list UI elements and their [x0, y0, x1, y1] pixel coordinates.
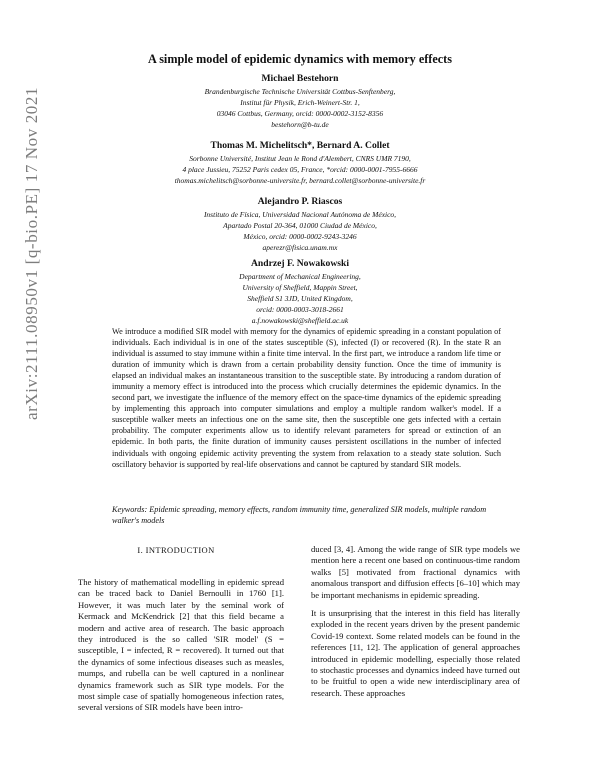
author-email: a.f.nowakowski@sheffield.ac.uk [251, 316, 349, 325]
author-email: bestehorn@b-tu.de [271, 120, 329, 129]
section-heading: I. INTRODUCTION [137, 545, 215, 555]
author-affiliation [0, 271, 600, 326]
affiliation-line: orcid: 0000-0003-3018-2661 [256, 305, 344, 314]
author-name: Thomas M. Michelitsch*, Bernard A. Collet [210, 140, 390, 151]
keywords: Keywords: Epidemic spreading, memory effects, random immunity time, generalized SIR models, multiple random walker's models [112, 505, 487, 525]
paragraph: It is unsurprising that the interest in this field has literally exploded in the recent years driven by the present pandemic Covid-19 context. Some related models can be found in the references [11, 12]. The application of general approaches introduced in epidemic modelling, especially those related to stochastic processes and dynamics indeed have turned out to be fruitful to open a wide new interdisciplinary area of research. These approaches [311, 608, 520, 698]
affiliation-line: 4 place Jussieu, 75252 Paris cedex 05, France, *orcid: 0000-0001-7955-6666 [182, 165, 418, 174]
paper-title: A simple model of epidemic dynamics with memory effects [148, 52, 452, 66]
author-affiliation [0, 209, 600, 253]
paragraph: The history of mathematical modelling in epidemic spread can be traced back to Daniel Bernoulli in 1760 [1]. However, it was much later by the seminal work of Kermack and McKendrick [2] that this field became a modern and active area of research. The basic approach they introduced is the so called 'SIR model' (S = susceptible, I = infected, R = recovered). It turned out that the dynamics of some infectious diseases such as measles, mumps, and rubella can be well captured in a nonlinear dynamics framework such as SIR type models. For the most simple case of spatially homogeneous infection rates, several versions of SIR models have been intro- [78, 577, 284, 713]
affiliation-line: Instituto de Física, Universidad Nacional Autónoma de México, [203, 210, 397, 219]
affiliation-line: 03046 Cottbus, Germany, orcid: 0000-0002-3152-8356 [216, 109, 384, 118]
author-affiliation [0, 86, 600, 130]
author-name: Alejandro P. Riascos [257, 196, 343, 207]
paragraph: duced [3, 4]. Among the wide range of SIR type models we mention here a recent one based on continuous-time random walks [5] motivated from fractional dynamics with anomalous transport and diffusion effects [6–10] which may be important mechanisms in epidemic spreading. [311, 544, 520, 600]
affiliation-line: Department of Mechanical Engineering, [239, 272, 361, 281]
affiliation-line: Sorbonne Université, Institut Jean le Rond d'Alembert, CNRS UMR 7190, [189, 154, 411, 163]
affiliation-line: University of Sheffield, Mappin Street, [242, 283, 358, 292]
affiliation-line: Apartado Postal 20-364, 01000 Ciudad de México, [223, 221, 377, 230]
body-column-right [311, 544, 520, 706]
affiliation-line: Institut für Physik, Erich-Weinert-Str. 1, [240, 98, 360, 107]
author-affiliation [0, 153, 600, 186]
affiliation-line: México, orcid: 0000-0002-9243-3246 [243, 232, 357, 241]
author-name: Andrzej F. Nowakowski [251, 258, 349, 269]
affiliation-line: Brandenburgische Technische Universität Cottbus-Senftenberg, [204, 87, 396, 96]
abstract: We introduce a modified SIR model with memory for the dynamics of epidemic spreading in a constant population of individuals. Each individual is in one of the states susceptible (S), infected (I) or recovered (R). In the state R an individual is assumed to stay immune within a finite time interval. In the first part, we introduce a random life time or duration of immunity which is drawn from a certain probability density function. Once the time of immunity is elapsed an individual makes an instantaneous transition to the susceptible state. By introducing a random duration of immunity a memory effect is introduced into the process which crucially determines the epidemic dynamics. In the second part, we investigate the influence of the memory effect on the space-time dynamics of the epidemic spreading by implementing this approach into computer simulations and employ a multiple random walker's model. If a susceptible walker meets an infectious one on the same site, then the susceptible one gets infected with a certain probability. The computer experiments allow us to identify relevant parameters for spread or extinction of an epidemic. In both parts, the finite duration of immunity causes persistent oscillations in the number of infected individuals with ongoing epidemic activity preventing the system from relaxation to a steady state solution. Such oscillatory behavior is supported by real-life observations and cannot be captured by standard SIR models. [112, 327, 501, 469]
author-email: thomas.michelitsch@sorbonne-universite.fr, bernard.collet@sorbonne-universite.fr [174, 176, 426, 185]
body-column-left [78, 577, 284, 721]
author-name: Michael Bestehorn [261, 73, 339, 84]
arxiv-identifier: arXiv:2111.08950v1 [q-bio.PE] 17 Nov 2021 [22, 86, 41, 420]
affiliation-line: Sheffield S1 3JD, United Kingdom, [247, 294, 353, 303]
author-email: aperezr@fisica.unam.mx [262, 243, 338, 252]
